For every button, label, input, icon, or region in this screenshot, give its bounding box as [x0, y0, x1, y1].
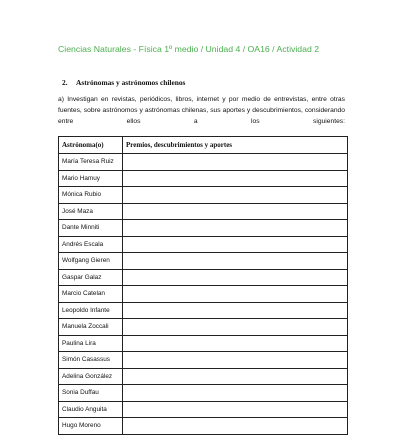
table-row [59, 319, 348, 336]
section-heading [62, 78, 185, 87]
astronomer-name-cell: José Maza [59, 203, 123, 220]
table-row [59, 203, 348, 220]
table-row [59, 187, 348, 204]
table-row [59, 302, 348, 319]
contributions-cell[interactable] [123, 236, 348, 253]
section-number: 2. [62, 78, 68, 87]
column-header-contributions: Premios, descubrimientos y aportes [123, 137, 348, 154]
contributions-cell[interactable] [123, 401, 348, 418]
table-row [59, 253, 348, 270]
table-row [59, 385, 348, 402]
section-title: Astrónomas y astrónomos chilenos [76, 78, 186, 87]
column-header-astronomer: Astrónoma(o) [59, 137, 123, 154]
astronomer-name-cell: Simón Casassus [59, 352, 123, 369]
contributions-cell[interactable] [123, 269, 348, 286]
astronomer-name-cell: Dante Minniti [59, 220, 123, 237]
astronomer-name-cell: Mario Hamuy [59, 170, 123, 187]
astronomer-name-cell: Claudio Anguita [59, 401, 123, 418]
table-row [59, 401, 348, 418]
table-row [59, 368, 348, 385]
astronomer-name-cell: María Teresa Ruiz [59, 154, 123, 171]
instruction-paragraph: a) Investigan en revistas, periódicos, libros, internet y por medio de entrevistas, entre otras fuentes, sobre astrónomos y astrónomas chilenas, sus aportes y descubrimientos, considerando entre ellos a los siguientes: [58, 96, 345, 125]
table-row [59, 352, 348, 369]
contributions-cell[interactable] [123, 220, 348, 237]
table-row [59, 236, 348, 253]
astronomer-name-cell: Andrés Escala [59, 236, 123, 253]
astronomer-name-cell: Marcio Catelan [59, 286, 123, 303]
contributions-cell[interactable] [123, 170, 348, 187]
contributions-cell[interactable] [123, 385, 348, 402]
astronomer-name-cell: Hugo Moreno [59, 418, 123, 435]
table-row [59, 418, 348, 435]
table-body [59, 154, 348, 435]
astronomer-name-cell: Manuela Zoccali [59, 319, 123, 336]
contributions-cell[interactable] [123, 253, 348, 270]
contributions-cell[interactable] [123, 286, 348, 303]
astronomer-name-cell: Leopoldo Infante [59, 302, 123, 319]
page-header-title: Ciencias Naturales - Física 1º medio / Unidad 4 / OA16 / Actividad 2 [58, 44, 320, 54]
table-row [59, 335, 348, 352]
contributions-cell[interactable] [123, 302, 348, 319]
astronomer-name-cell: Adelina González [59, 368, 123, 385]
astronomer-name-cell: Sonia Duffau [59, 385, 123, 402]
contributions-cell[interactable] [123, 154, 348, 171]
table-row [59, 220, 348, 237]
contributions-cell[interactable] [123, 335, 348, 352]
contributions-cell[interactable] [123, 187, 348, 204]
table-row [59, 154, 348, 171]
astronomer-name-cell: Mónica Rubio [59, 187, 123, 204]
contributions-cell[interactable] [123, 319, 348, 336]
contributions-cell[interactable] [123, 203, 348, 220]
table-row [59, 269, 348, 286]
table-row [59, 170, 348, 187]
table-header-row [59, 137, 348, 154]
astronomers-table [58, 136, 348, 435]
contributions-cell[interactable] [123, 368, 348, 385]
contributions-cell[interactable] [123, 418, 348, 435]
table-row [59, 286, 348, 303]
contributions-cell[interactable] [123, 352, 348, 369]
astronomer-name-cell: Paulina Lira [59, 335, 123, 352]
astronomer-name-cell: Wolfgang Gieren [59, 253, 123, 270]
astronomer-name-cell: Gaspar Galaz [59, 269, 123, 286]
